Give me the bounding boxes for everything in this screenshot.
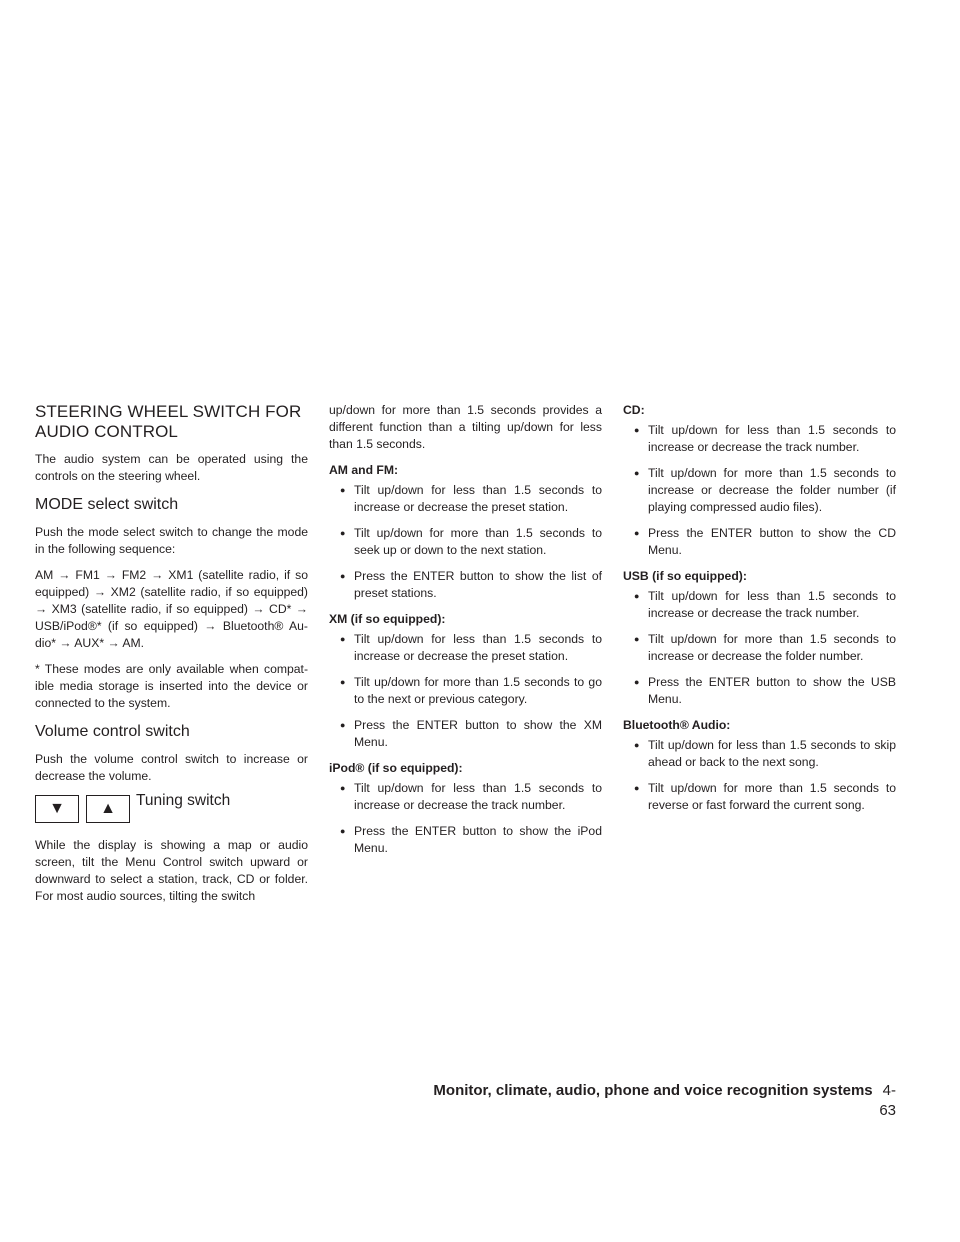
list-item: ● Tilt up/down for more than 1.5 seconds to reverse or fast forward the current song. xyxy=(623,780,896,814)
cd-heading: CD: xyxy=(623,403,645,417)
intro-paragraph: The audio system can be operated using the controls on the steering wheel. xyxy=(35,452,308,483)
page-footer xyxy=(430,1081,896,1121)
usb-heading: USB (if so equipped): xyxy=(623,569,747,583)
section-title: STEERING WHEEL SWITCH FOR AUDIO CONTROL xyxy=(35,402,302,441)
mode-paragraph-1: Push the mode select switch to change the mode in the following sequence: xyxy=(35,525,308,556)
xm-heading: XM (if so equipped): xyxy=(329,612,446,626)
mode-note: * These modes are only available when compat-ible media storage is inserted into the device or connected to the system. xyxy=(35,662,308,710)
am-fm-heading: AM and FM: xyxy=(329,463,399,477)
column-2 xyxy=(329,402,602,866)
list-item: ● Tilt up/down for more than 1.5 seconds to increase or decrease the folder number (if playing compressed audio files). xyxy=(623,465,896,516)
column-1 xyxy=(35,402,308,914)
list-item: ● Press the ENTER button to show the list of preset stations. xyxy=(329,568,602,602)
list-item: ● Tilt up/down for more than 1.5 seconds to increase or decrease the folder number. xyxy=(623,631,896,665)
list-item: ● Tilt up/down for more than 1.5 seconds to go to the next or previous category. xyxy=(329,674,602,708)
list-item: ● Tilt up/down for less than 1.5 seconds to increase or decrease the preset station. xyxy=(329,631,602,665)
up-button-graphic xyxy=(86,795,130,823)
list-item: ● Tilt up/down for less than 1.5 seconds to skip ahead or back to the next song. xyxy=(623,737,896,771)
column-3 xyxy=(623,402,896,823)
tuning-switch-heading xyxy=(35,792,308,823)
list-item: ● Tilt up/down for less than 1.5 seconds to increase or decrease the track number. xyxy=(623,588,896,622)
ipod-heading: iPod® (if so equipped): xyxy=(329,761,463,775)
list-item: ● Press the ENTER button to show the CD Menu. xyxy=(623,525,896,559)
list-item: ● Press the ENTER button to show the XM Menu. xyxy=(329,717,602,751)
list-item: ● Press the ENTER button to show the iPod Menu. xyxy=(329,823,602,857)
list-item: ● Tilt up/down for less than 1.5 seconds to increase or decrease the preset station. xyxy=(329,482,602,516)
list-item: ● Press the ENTER button to show the USB Menu. xyxy=(623,674,896,708)
list-item: ● Tilt up/down for less than 1.5 seconds to increase or decrease the track number. xyxy=(623,422,896,456)
bluetooth-heading: Bluetooth® Audio: xyxy=(623,718,731,732)
triangle-down-icon: ▼ xyxy=(49,800,65,817)
volume-paragraph: Push the volume control switch to increase or decrease the volume. xyxy=(35,752,308,783)
volume-heading: Volume control switch xyxy=(35,723,190,740)
down-button-graphic xyxy=(35,795,79,823)
list-item: ● Tilt up/down for more than 1.5 seconds to seek up or down to the next station. xyxy=(329,525,602,559)
footer-section-title: Monitor, climate, audio, phone and voice recognition systems xyxy=(433,1082,873,1099)
triangle-up-icon: ▲ xyxy=(100,800,116,817)
mode-heading: MODE select switch xyxy=(35,496,179,513)
tuning-paragraph: While the display is showing a map or audio screen, tilt the Menu Control switch upward or downward to select a station, track, CD or folder. For most audio sources, tilting the switch xyxy=(35,838,308,903)
tuning-heading: Tuning switch xyxy=(136,792,231,809)
page-number: 4-63 xyxy=(879,1082,896,1119)
mode-sequence: AM → FM1 → FM2 → XM1 (satellite radio, if so equipped) → XM2 (satellite radio, if so equipped) → XM3 (satellite radio, if so equipped) → CD* → USB/iPod®* (if so equipped) → Bluetooth® Au-dio* → AUX* → AM. xyxy=(35,568,308,650)
list-item: ● Tilt up/down for less than 1.5 seconds to increase or decrease the track number. xyxy=(329,780,602,814)
continued-paragraph: up/down for more than 1.5 seconds provides a different function than a tilting up/down for less than 1.5 seconds. xyxy=(329,403,602,451)
